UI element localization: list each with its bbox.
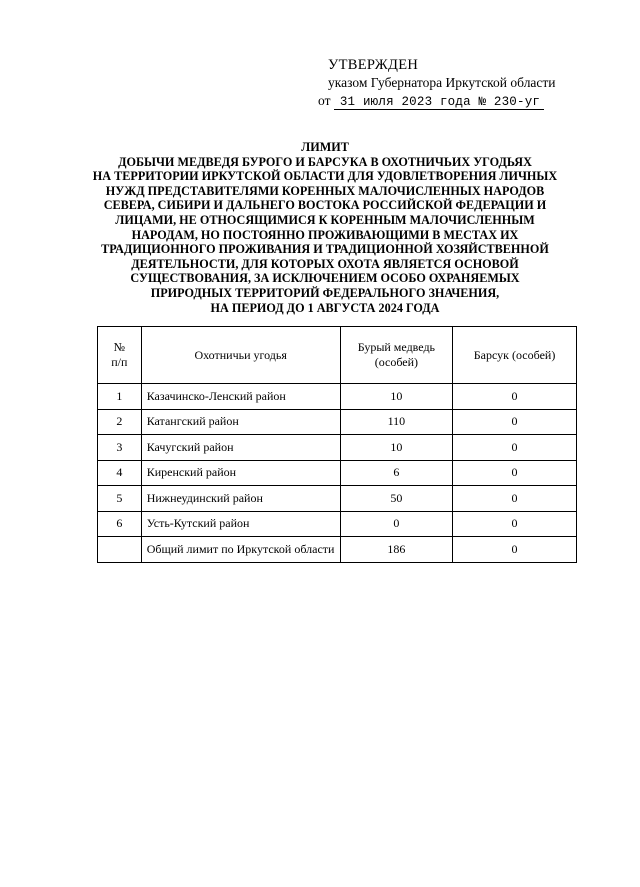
approval-date-line xyxy=(318,92,618,111)
row-number: 2 xyxy=(98,409,142,435)
header-number xyxy=(98,327,142,384)
heading-line: НУЖД ПРЕДСТАВИТЕЛЯМИ КОРЕННЫХ МАЛОЧИСЛЕННЫХ НАРОДОВ xyxy=(105,183,545,198)
heading-line: НАРОДАМ, НО ПОСТОЯННО ПРОЖИВАЮЩИМИ В МЕСТАХ ИХ xyxy=(131,227,519,242)
heading-line: СЕВЕРА, СИБИРИ И ДАЛЬНЕГО ВОСТОКА РОССИЙСКОЙ ФЕДЕРАЦИИ И xyxy=(103,198,547,213)
header-bear-label: Бурый медведь xyxy=(357,340,436,354)
row-number: 1 xyxy=(98,384,142,410)
row-bear: 0 xyxy=(340,511,452,537)
row-number: 3 xyxy=(98,435,142,461)
row-area: Нижнеудинский район xyxy=(141,486,340,512)
table-row xyxy=(98,409,577,435)
table-row xyxy=(98,435,577,461)
row-number: 5 xyxy=(98,486,142,512)
heading-line: ПРИРОДНЫХ ТЕРРИТОРИЙ ФЕДЕРАЛЬНОГО ЗНАЧЕНИЯ, xyxy=(150,285,500,300)
header-badger: Барсук (особей) xyxy=(453,327,577,384)
row-bear: 6 xyxy=(340,460,452,486)
row-badger: 0 xyxy=(453,435,577,461)
total-badger: 0 xyxy=(453,537,577,563)
approval-stamp xyxy=(318,56,618,111)
row-number: 4 xyxy=(98,460,142,486)
heading-line: НА ТЕРРИТОРИИ ИРКУТСКОЙ ОБЛАСТИ ДЛЯ УДОВЛЕТВОРЕНИЯ ЛИЧНЫХ xyxy=(92,169,558,184)
table-header-row xyxy=(98,327,577,384)
row-badger: 0 xyxy=(453,511,577,537)
row-badger: 0 xyxy=(453,384,577,410)
approval-authority: указом Губернатора Иркутской области xyxy=(328,75,556,90)
approval-date-value: 31 июля 2023 года № 230-уг xyxy=(334,95,544,110)
document-heading xyxy=(90,140,560,315)
heading-line: ЛИЦАМИ, НЕ ОТНОСЯЩИМИСЯ К КОРЕННЫМ МАЛОЧИСЛЕННЫМ xyxy=(115,212,535,227)
heading-line: ДЕЯТЕЛЬНОСТИ, ДЛЯ КОТОРЫХ ОХОТА ЯВЛЯЕТСЯ ОСНОВОЙ xyxy=(131,256,519,271)
total-label: Общий лимит по Иркутской области xyxy=(141,537,340,563)
heading-line: ДОБЫЧИ МЕДВЕДЯ БУРОГО И БАРСУКА В ОХОТНИЧЬИХ УГОДЬЯХ xyxy=(118,154,532,169)
row-area: Катангский район xyxy=(141,409,340,435)
table-row xyxy=(98,486,577,512)
approval-date-prefix: от xyxy=(318,93,331,108)
row-badger: 0 xyxy=(453,460,577,486)
row-number: 6 xyxy=(98,511,142,537)
limits-table xyxy=(97,326,577,563)
row-area: Усть-Кутский район xyxy=(141,511,340,537)
row-badger: 0 xyxy=(453,409,577,435)
row-bear: 50 xyxy=(340,486,452,512)
row-bear: 110 xyxy=(340,409,452,435)
table-row xyxy=(98,460,577,486)
row-badger: 0 xyxy=(453,486,577,512)
header-number-abbr: п/п xyxy=(111,355,128,369)
heading-line: СУЩЕСТВОВАНИЯ, ЗА ИСКЛЮЧЕНИЕМ ОСОБО ОХРАНЯЕМЫХ xyxy=(130,271,520,286)
total-bear: 186 xyxy=(340,537,452,563)
row-area: Качугский район xyxy=(141,435,340,461)
heading-line: НА ПЕРИОД ДО 1 АВГУСТА 2024 ГОДА xyxy=(210,300,440,315)
header-bear-unit: (особей) xyxy=(374,355,419,369)
table-row xyxy=(98,511,577,537)
row-bear: 10 xyxy=(340,435,452,461)
total-number xyxy=(98,537,142,563)
table-total-row xyxy=(98,537,577,563)
row-area: Киренский район xyxy=(141,460,340,486)
approval-title: УТВЕРЖДЕН xyxy=(328,57,419,73)
row-bear: 10 xyxy=(340,384,452,410)
heading-line: ЛИМИТ xyxy=(301,140,349,154)
row-area: Казачинско-Ленский район xyxy=(141,384,340,410)
header-bear xyxy=(340,327,452,384)
heading-line: ТРАДИЦИОННОГО ПРОЖИВАНИЯ И ТРАДИЦИОННОЙ ХОЗЯЙСТВЕННОЙ xyxy=(101,242,549,257)
header-number-sign: № xyxy=(113,340,126,354)
table-row xyxy=(98,384,577,410)
header-area: Охотничьи угодья xyxy=(141,327,340,384)
